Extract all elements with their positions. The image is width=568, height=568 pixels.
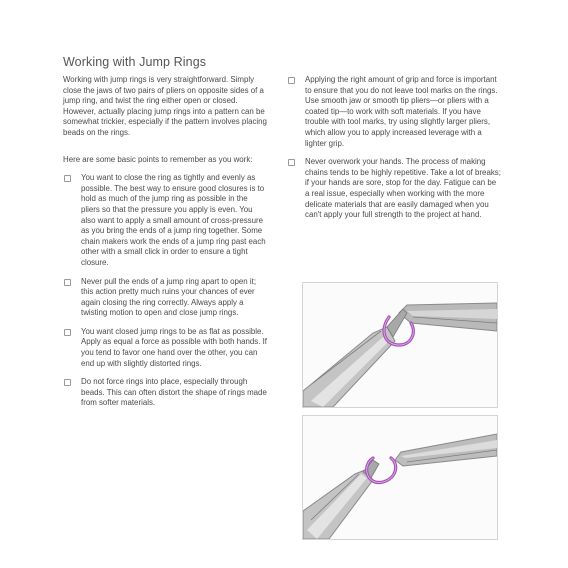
list-item — [63, 173, 268, 268]
list-item — [63, 327, 268, 369]
bullet-box-icon — [64, 175, 71, 182]
pliers-illustration-bottom — [303, 416, 497, 539]
section-title: Working with Jump Rings — [63, 55, 207, 69]
list-item-text: You want closed jump rings to be as flat as possible. Apply as equal a force as possible with both hands. If you tend to favor one hand over the other, you can end up with slightly distorted rings. — [81, 326, 267, 368]
right-bullet-list — [287, 75, 502, 221]
bullet-box-icon — [288, 159, 295, 166]
left-bullet-list — [63, 173, 268, 409]
lead-paragraph: Here are some basic points to remember as you work: — [63, 154, 253, 164]
pliers-photo-top — [302, 282, 498, 408]
list-item-text: Applying the right amount of grip and force is important to ensure that you do not leave tool marks on the rings. Use smooth jaw or smooth tip pliers—or pliers with a coated tip—to work with soft materials. If you have trouble with tool marks, try using slightly larger pliers, which allow you to apply increased leverage with a lighter grip. — [305, 75, 498, 148]
list-item-text: Never pull the ends of a jump ring apart to open it; this action pretty much ruins your chances of ever again closing the ring correctly. Always apply a twisting motion to open and close jump rings. — [81, 276, 257, 318]
list-item — [63, 377, 268, 409]
bullet-box-icon — [288, 77, 295, 84]
list-item-text: You want to close the ring as tightly and evenly as possible. The best way to ensure good closures is to hold as much of the jump ring as possible in the pliers so that the pressure you apply is even. You also want to apply a small amount of cross-pressure as you bring the ends of a jump ring together. Some chain makers work the ends of a jump ring past each other with a small click in order to ensure a tight closure. — [81, 173, 266, 267]
list-item — [287, 157, 502, 221]
pliers-photo-bottom — [302, 415, 498, 540]
list-item-text: Do not force rings into place, especially through beads. This can often distort the shape of rings made from softer materials. — [81, 377, 267, 408]
bullet-box-icon — [64, 379, 71, 386]
pliers-illustration-top — [303, 283, 497, 407]
list-item-text: Never overwork your hands. The process of making chains tends to be highly repetitive. Take a lot of breaks; if your hands are sore, stop for the day. Fatigue can be a real issue, especially when working with the more delicate materials that are easily damaged when you can't apply your full strength to the project at hand. — [305, 157, 501, 220]
bullet-box-icon — [64, 279, 71, 286]
right-column — [287, 75, 502, 229]
left-column — [63, 55, 268, 417]
intro-paragraph: Working with jump rings is very straightforward. Simply close the jaws of two pairs of pliers on opposite sides of a jump ring, and twist the ring either open or closed. However, actually placing jump rings into a pattern can be somewhat trickier, especially if the pattern involves placing beads on the rings. — [63, 75, 267, 137]
bullet-box-icon — [64, 329, 71, 336]
list-item — [63, 277, 268, 319]
list-item — [287, 75, 502, 149]
